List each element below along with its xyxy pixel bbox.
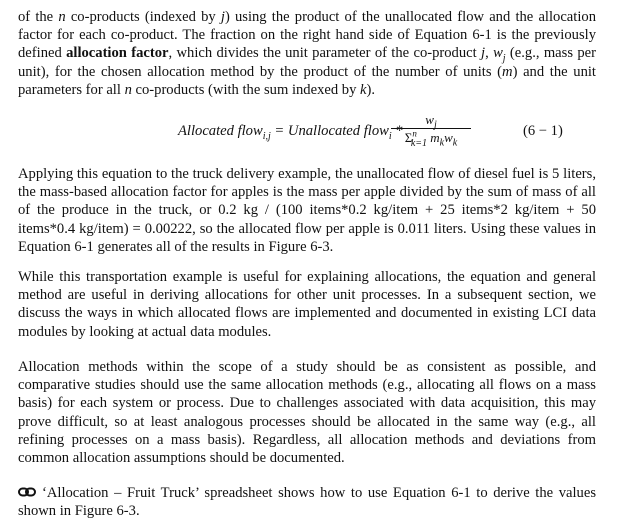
var-w: w (493, 45, 503, 62)
paragraph-transportation: While this transportation example is useful for explaining allocations, the equation and general method are useful in deriving allocations for other unit processes. In a subsequent section, we discuss the ways in which allocated flows are implemented and documented in existing LCI data modules by looking at actual data modules. (18, 269, 596, 340)
text-run: ) and the unit parameters for all (18, 63, 596, 98)
equation-denominator (389, 128, 473, 149)
eq-w-sub: j (433, 119, 437, 131)
eq-w-k: w (444, 130, 453, 145)
eq-sub-ij: i,j (262, 130, 271, 142)
eq-sigma: Σ (404, 130, 413, 145)
paragraph-allocation-methods: Allocation methods within the scope of a study should be as consistent as possible, and comparative studies should use the same allocation methods (e.g., allocating all flows on a mass basis) for each system or process. Due to challenges associated with data acquisition, this may prove difficult, so at least analogous processes should be allocated in the same way (e.g., all refining processes on a mass basis). Regardless, all allocation methods and deviations from common allocation assumptions should be documented. (18, 359, 596, 467)
eq-m: m (427, 130, 440, 145)
text-run: co-products (indexed by (65, 9, 221, 25)
paragraph-allocation-factor (18, 8, 596, 99)
text-run: (e.g., mass per unit), for the chosen allocation method by the product of the number of units ( (18, 45, 596, 80)
eq-sigma-sup: n (412, 128, 417, 139)
var-m: m (502, 63, 513, 80)
eq-times: * (391, 123, 403, 139)
eq-w: w (425, 112, 434, 127)
eq-sigma-sub: k=1 (410, 137, 428, 149)
var-j: j (220, 9, 225, 25)
eq-unallocated-flow: = Unallocated flow (270, 123, 389, 139)
var-n: n (124, 81, 132, 98)
eq-w-k-sub: k (452, 137, 458, 149)
var-n: n (58, 9, 66, 25)
equation-lhs (178, 122, 403, 140)
text-run: of the (18, 9, 59, 25)
equation-numerator (389, 112, 473, 131)
var-j: j (481, 45, 486, 62)
equation-number: (6 − 1) (523, 123, 563, 139)
equation-fraction (389, 112, 473, 149)
text-run: co-products (with the sum indexed by (131, 81, 361, 98)
text-run: , (485, 45, 494, 62)
var-w-sub: j (502, 53, 506, 65)
paragraph-truck-example: Applying this equation to the truck delivery example, the unallocated flow of diesel fuel is 5 liters, the mass-based allocation factor for apples is the mass per apple divided by the sum of mass of all of the produce in the truck, or 0.2 kg / (100 items*0.2 kg/item + 25 items*2 kg/item + 50 items*0.4 kg/item) = 0.00222, so the allocated flow per apple is 0.011 liters. Using these values in Equation 6-1 generates all of the results in Figure 6-3. (18, 166, 596, 255)
equation-6-1 (0, 108, 620, 156)
eq-allocated-flow: Allocated flow (178, 123, 263, 139)
text-run: , which divides the unit parameter of the co-product (168, 45, 482, 62)
fraction-bar (391, 128, 471, 129)
eq-m-sub: k (439, 137, 445, 149)
var-k: k (360, 81, 367, 98)
link-icon (18, 486, 36, 498)
term-allocation-factor: allocation factor (66, 45, 169, 62)
spreadsheet-note-text: ‘Allocation – Fruit Truck’ spreadsheet shows how to use Equation 6-1 to derive the values shown in Figure 6-3. (18, 485, 596, 520)
text-run: ). (366, 81, 376, 98)
text-run: ) using the product of the unallocated flow and the allocation factor for each co-product. The fraction on the right hand side of Equation 6-1 is the previously defined (18, 9, 596, 62)
paragraph-spreadsheet-note (18, 484, 596, 520)
eq-sub-i: i (388, 130, 392, 142)
